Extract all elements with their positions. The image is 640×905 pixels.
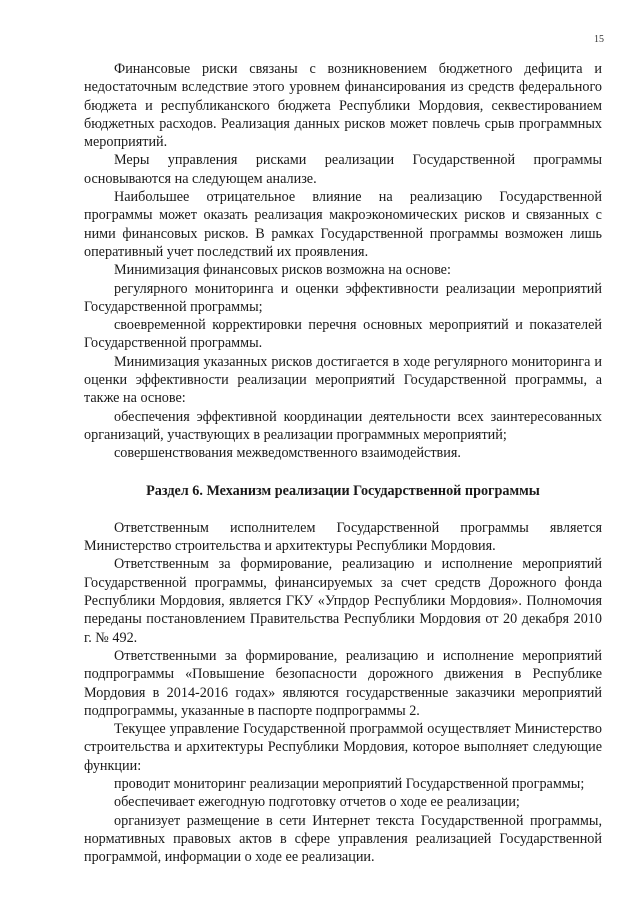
list-item-coordination: обеспечения эффективной координации деятельности всех заинтересованных организаций, участвующих в реализации программных мероприятий; (84, 408, 602, 443)
paragraph-subprogram-responsible: Ответственными за формирование, реализацию и исполнение мероприятий подпрограммы «Повышение безопасности дорожного движения в Республике Мордовия в 2014-2016 годах» являются государственные заказчики мероприятий подпрограммы, указанные в паспорте подпрограммы 2. (84, 647, 602, 719)
paragraph-minimization-basis: Минимизация финансовых рисков возможна на основе: (114, 262, 451, 279)
paragraph-responsible-executor: Ответственным исполнителем Государственной программы является Министерство строительства и архитектуры Республики Мордовия. (84, 519, 602, 555)
page-content (84, 60, 602, 866)
paragraph-road-fund: Ответственным за формирование, реализацию и исполнение мероприятий Государственной программы, финансируемых за счет средств Дорожного фонда Республики Мордовия, является ГКУ «Упрдор Республики Мордовия». Полномочия переданы постановлением Правительства Республики Мордовия от 20 декабря 2010 г. № 492. (84, 556, 602, 646)
paragraph-negative-impact: Наибольшее отрицательное влияние на реализацию Государственной программы может оказать реализация макроэкономических рисков и связанных с ними финансовых рисков. В рамках Государственной программы возможен лишь оперативный учет последствий их проявления. (84, 189, 602, 260)
list-item-internet-publication: организует размещение в сети Интернет текста Государственной программы, нормативных правовых актов в сфере управления реализацией Государственной программой, информации о ходе ее реализации. (84, 812, 602, 866)
page-number: 15 (594, 34, 604, 45)
paragraph-minimization-achieved: Минимизация указанных рисков достигается в ходе регулярного мониторинга и оценки эффективности реализации мероприятий Государственной программы, а также на основе: (84, 353, 602, 407)
list-item-monitoring: регулярного мониторинга и оценки эффективности реализации мероприятий Государственной программы; (84, 280, 602, 315)
list-item-interaction: совершенствования межведомственного взаимодействия. (114, 445, 461, 462)
list-item-annual-reports: обеспечивает ежегодную подготовку отчетов о ходе ее реализации; (114, 794, 520, 811)
list-item-correction: своевременной корректировки перечня основных мероприятий и показателей Государственной программы. (84, 317, 602, 352)
paragraph-risk-management: Меры управления рисками реализации Государственной программы основываются на следующем анализе. (84, 152, 602, 187)
paragraph-current-management: Текущее управление Государственной программой осуществляет Министерство строительства и архитектуры Республики Мордовия, которое выполняет следующие функции: (84, 721, 602, 774)
paragraph-financial-risks: Финансовые риски связаны с возникновением бюджетного дефицита и недостаточным вследствие этого уровнем финансирования из средств федерального бюджета и республиканского бюджета Республики Мордовия, секвестированием бюджетных расходов. Реализация данных рисков может повлечь срыв программных мероприятий. (84, 61, 602, 151)
section-heading: Раздел 6. Механизм реализации Государственной программы (146, 482, 540, 499)
list-item-conducts-monitoring: проводит мониторинг реализации мероприятий Государственной программы; (114, 775, 585, 792)
